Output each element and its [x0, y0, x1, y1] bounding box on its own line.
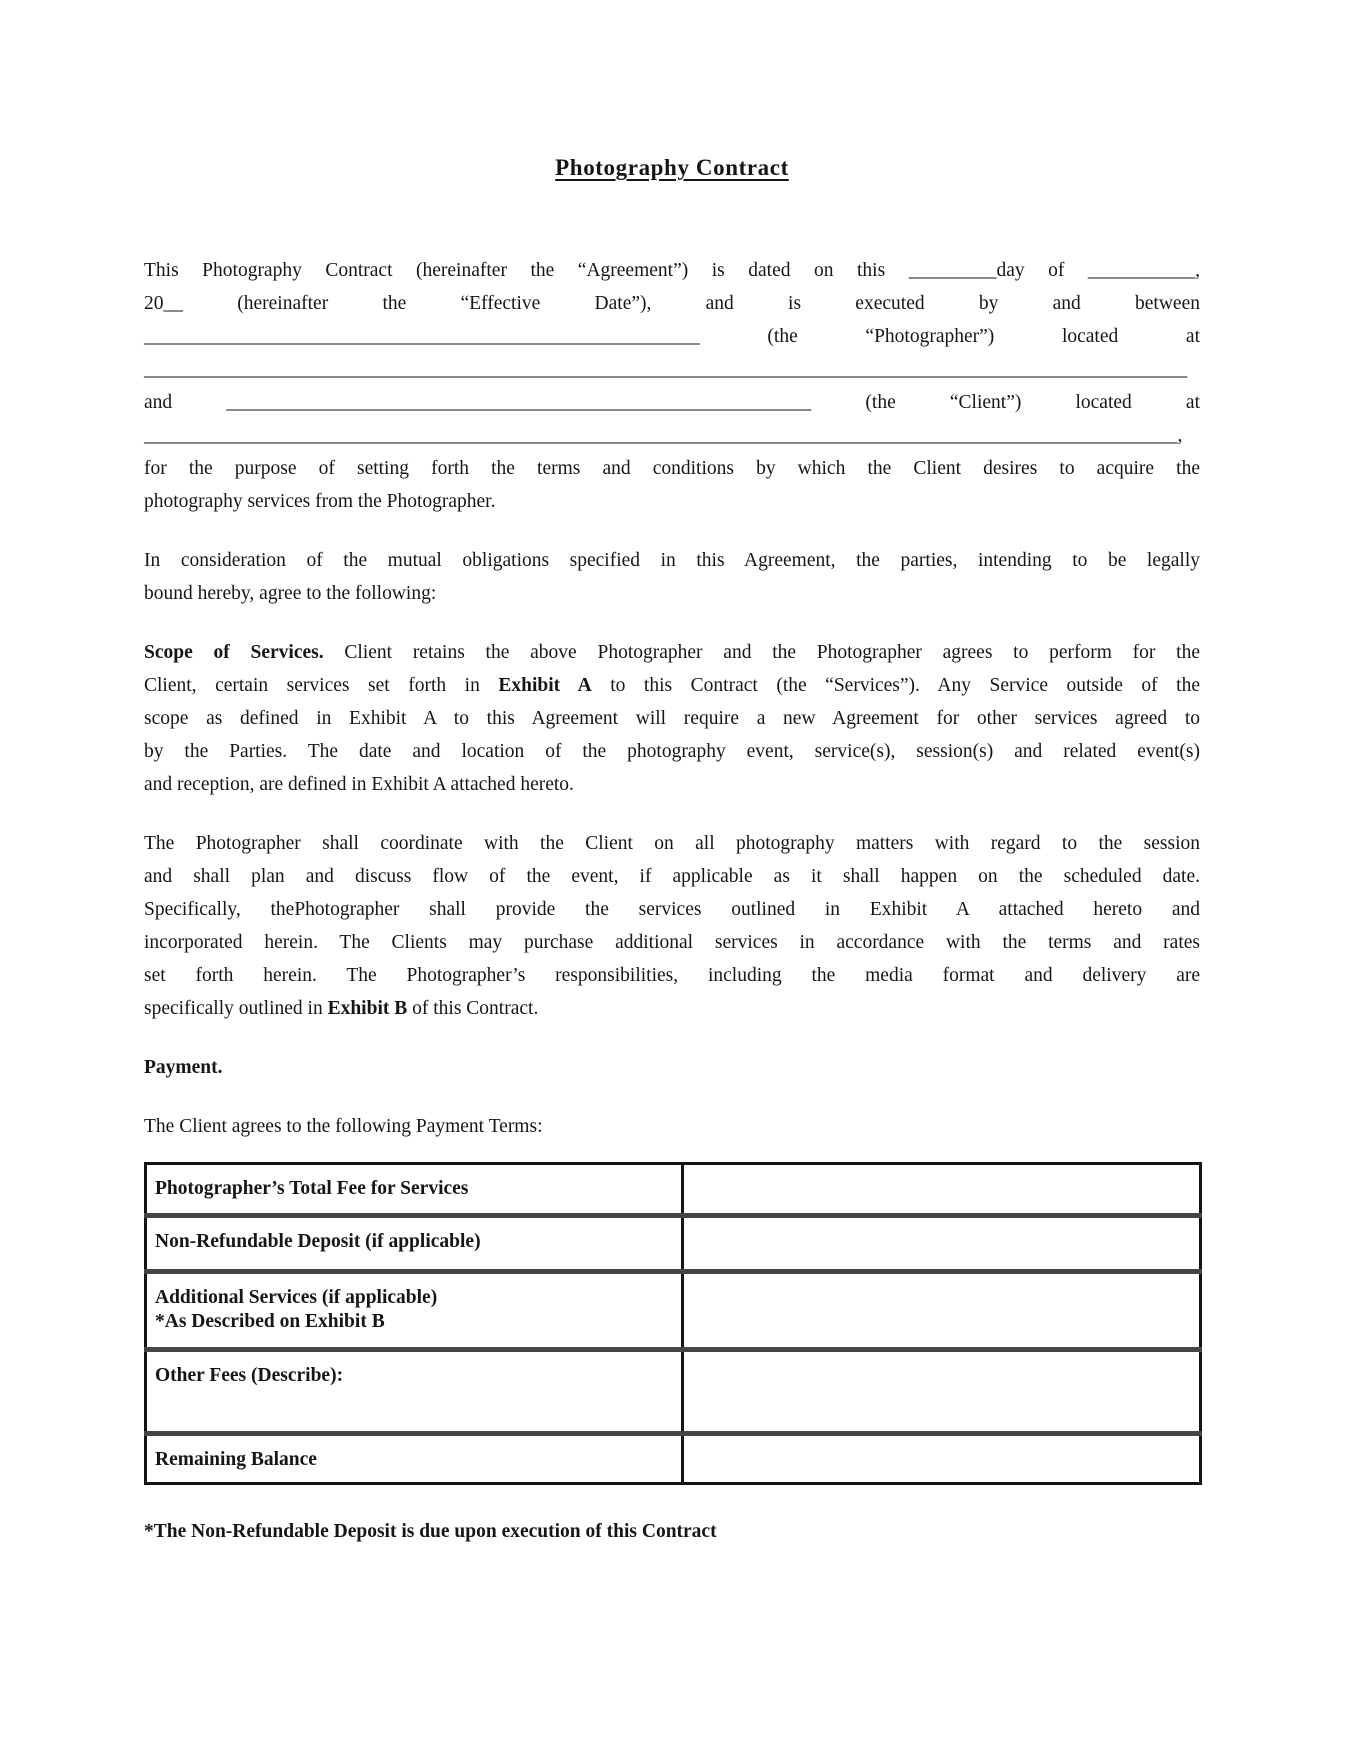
intro-line-7: for the purpose of setting forth the terms and conditions by which the Client desires to acquire the [144, 458, 1200, 479]
paragraph-intro [144, 254, 1200, 518]
deposit-value-cell [683, 1216, 1201, 1272]
additional-services-label-cell [146, 1272, 683, 1350]
intro-line-1: This Photography Contract (hereinafter the “Agreement”) is dated on this _________day of ___________, [144, 260, 1200, 281]
table-row-total-fee [146, 1164, 1201, 1216]
additional-services-label-line-1: Additional Services (if applicable) [155, 1287, 438, 1308]
scope-line-3: scope as defined in Exhibit A to this Agreement will require a new Agreement for other services agreed to [144, 708, 1200, 729]
coordination-line-6: specifically outlined in Exhibit B of this Contract. [144, 998, 539, 1019]
document-title: Photography Contract [555, 155, 789, 180]
payment-heading: Payment. [144, 1057, 223, 1078]
remaining-balance-label: Remaining Balance [155, 1449, 317, 1470]
payment-terms-table [144, 1162, 1202, 1485]
other-fees-label: Other Fees (Describe): [155, 1365, 344, 1386]
coordination-line-4: incorporated herein. The Clients may purchase additional services in accordance with the terms and rates [144, 932, 1200, 953]
intro-line-8: photography services from the Photographer. [144, 491, 496, 512]
other-fees-value-cell [683, 1350, 1201, 1434]
table-row-other-fees [146, 1350, 1201, 1434]
deposit-label: Non-Refundable Deposit (if applicable) [155, 1231, 481, 1252]
coordination-line-5: set forth herein. The Photographer’s responsibilities, including the media format and delivery are [144, 965, 1200, 986]
remaining-balance-value-cell [683, 1434, 1201, 1484]
total-fee-value-cell [683, 1164, 1201, 1216]
coordination-line-1: The Photographer shall coordinate with the Client on all photography matters with regard to the session [144, 833, 1200, 854]
scope-line-5: and reception, are defined in Exhibit A attached hereto. [144, 774, 574, 795]
table-row-remaining-balance [146, 1434, 1201, 1484]
remaining-balance-label-cell [146, 1434, 683, 1484]
payment-terms-intro: The Client agrees to the following Payment Terms: [144, 1116, 543, 1137]
document-body [144, 153, 1200, 1548]
consideration-line-1: In consideration of the mutual obligations specified in this Agreement, the parties, intending to be legally [144, 550, 1200, 571]
total-fee-label-cell [146, 1164, 683, 1216]
scope-line-1: Scope of Services. Client retains the above Photographer and the Photographer agrees to perform for the [144, 642, 1201, 663]
deposit-label-cell [146, 1216, 683, 1272]
scope-line-2: Client, certain services set forth in Exhibit A to this Contract (the “Services”). Any Service outside of the [144, 675, 1200, 696]
other-fees-label-cell [146, 1350, 683, 1434]
intro-line-5-client-blank: and ____________________________________________________________ (the “Client”) located at [144, 392, 1200, 413]
paragraph-coordination [144, 827, 1200, 1025]
paragraph-scope-of-services [144, 636, 1200, 801]
total-fee-label: Photographer’s Total Fee for Services [155, 1178, 469, 1199]
coordination-line-2: and shall plan and discuss flow of the event, if applicable as it shall happen on the scheduled date. [144, 866, 1200, 887]
scope-line-4: by the Parties. The date and location of the photography event, service(s), session(s) and related event(s) [144, 741, 1200, 762]
table-row-additional-services [146, 1272, 1201, 1350]
intro-line-4-address-blank: ___________________________________________________________________________________________________________ [144, 359, 1188, 380]
additional-services-value-cell [683, 1272, 1201, 1350]
deposit-footnote: *The Non-Refundable Deposit is due upon execution of this Contract [144, 1521, 717, 1542]
table-row-deposit [146, 1216, 1201, 1272]
paragraph-consideration [144, 544, 1200, 610]
intro-line-3-photographer-blank: _________________________________________________________ (the “Photographer”) located at [144, 326, 1200, 347]
consideration-line-2: bound hereby, agree to the following: [144, 583, 437, 604]
intro-line-2: 20__ (hereinafter the “Effective Date”), and is executed by and between [144, 293, 1200, 314]
additional-services-label-line-2: *As Described on Exhibit B [155, 1311, 385, 1332]
coordination-line-3: Specifically, thePhotographer shall provide the services outlined in Exhibit A attached hereto and [144, 899, 1200, 920]
intro-line-6-address-blank: __________________________________________________________________________________________________________, [144, 425, 1183, 446]
